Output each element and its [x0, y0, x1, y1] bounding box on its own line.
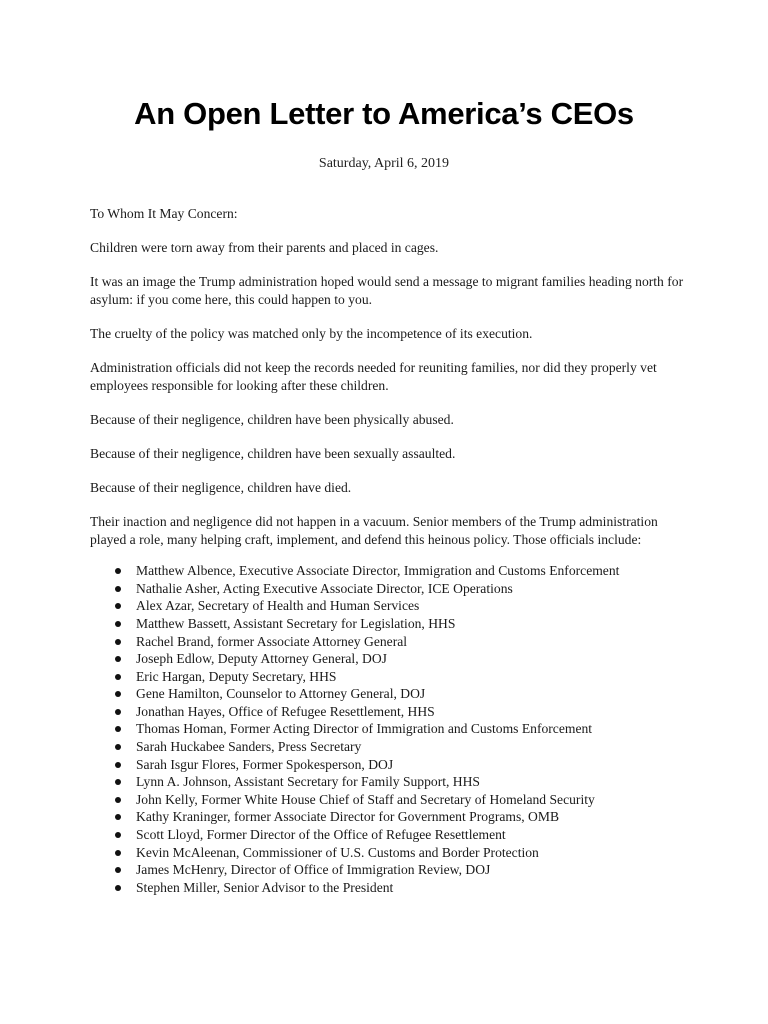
list-item: [90, 756, 690, 774]
paragraph: Their inaction and negligence did not happen in a vacuum. Senior members of the Trump administration played a role, many helping craft, implement, and defend this heinous policy. Those officials include:: [90, 513, 658, 547]
list-item: [90, 773, 690, 791]
paragraph: Children were torn away from their parents and placed in cages.: [90, 240, 439, 256]
list-item-text: Joseph Edlow, Deputy Attorney General, DOJ: [136, 651, 387, 667]
paragraph: The cruelty of the policy was matched only by the incompetence of its execution.: [90, 325, 533, 341]
list-item-text: Kathy Kraninger, former Associate Director for Government Programs, OMB: [136, 809, 560, 825]
paragraph: Because of their negligence, children have been sexually assaulted.: [90, 445, 456, 461]
list-item-text: Nathalie Asher, Acting Executive Associate Director, ICE Operations: [136, 580, 513, 596]
list-item-text: Rachel Brand, former Associate Attorney General: [136, 633, 408, 649]
list-item-text: Matthew Bassett, Assistant Secretary for Legislation, HHS: [136, 615, 456, 631]
list-item-text: Alex Azar, Secretary of Health and Human Services: [136, 598, 420, 614]
list-item: [90, 844, 690, 862]
letter-body: [90, 205, 690, 896]
bullet-icon: [115, 797, 121, 803]
list-item: [90, 668, 690, 686]
list-item-text: John Kelly, Former White House Chief of Staff and Secretary of Homeland Security: [136, 791, 595, 807]
bullet-icon: [115, 744, 121, 750]
list-item: [90, 808, 690, 826]
bullet-icon: [115, 639, 121, 645]
bullet-icon: [115, 656, 121, 662]
list-item-text: Sarah Isgur Flores, Former Spokesperson, DOJ: [136, 756, 394, 772]
list-item-text: Matthew Albence, Executive Associate Director, Immigration and Customs Enforcement: [136, 563, 620, 579]
list-item-text: Eric Hargan, Deputy Secretary, HHS: [136, 668, 337, 684]
list-item: [90, 879, 690, 897]
list-item-text: Lynn A. Johnson, Assistant Secretary for Family Support, HHS: [136, 774, 480, 790]
bullet-icon: [115, 568, 121, 574]
bullet-icon: [115, 674, 121, 680]
list-item: [90, 703, 690, 721]
bullet-icon: [115, 691, 121, 697]
bullet-icon: [115, 850, 121, 856]
paragraph: It was an image the Trump administration hoped would send a message to migrant families heading north for asylum: if you come here, this could happen to you.: [90, 274, 684, 307]
list-item: [90, 861, 690, 879]
paragraph: Administration officials did not keep the records needed for reuniting families, nor did they properly vet employees responsible for looking after these children.: [90, 359, 657, 393]
list-item: [90, 738, 690, 756]
list-item: [90, 580, 690, 598]
bullet-icon: [115, 762, 121, 768]
document-title: An Open Letter to America’s CEOs: [134, 96, 634, 131]
list-item: [90, 685, 690, 703]
list-item: [90, 597, 690, 615]
list-item: [90, 650, 690, 668]
list-item: [90, 562, 690, 580]
bullet-icon: [115, 709, 121, 715]
list-item: [90, 720, 690, 738]
bullet-icon: [115, 867, 121, 873]
bullet-icon: [115, 621, 121, 627]
list-item: [90, 826, 690, 844]
list-item-text: Scott Lloyd, Former Director of the Office of Refugee Resettlement: [136, 827, 506, 843]
list-item-text: Kevin McAleenan, Commissioner of U.S. Customs and Border Protection: [136, 844, 539, 860]
bullet-icon: [115, 832, 121, 838]
bullet-icon: [115, 586, 121, 592]
paragraph: Because of their negligence, children have been physically abused.: [90, 411, 454, 427]
list-item: [90, 791, 690, 809]
officials-list: [90, 562, 690, 896]
list-item-text: Stephen Miller, Senior Advisor to the President: [136, 879, 394, 895]
list-item-text: James McHenry, Director of Office of Immigration Review, DOJ: [136, 862, 491, 878]
bullet-icon: [115, 814, 121, 820]
list-item-text: Gene Hamilton, Counselor to Attorney General, DOJ: [136, 686, 426, 702]
bullet-icon: [115, 726, 121, 732]
bullet-icon: [115, 779, 121, 785]
paragraph: Because of their negligence, children have died.: [90, 479, 352, 495]
bullet-icon: [115, 885, 121, 891]
list-item-text: Sarah Huckabee Sanders, Press Secretary: [136, 739, 362, 755]
salutation: To Whom It May Concern:: [90, 206, 238, 221]
list-item-text: Jonathan Hayes, Office of Refugee Resettlement, HHS: [136, 703, 435, 719]
list-item: [90, 633, 690, 651]
bullet-icon: [115, 603, 121, 609]
document-date: Saturday, April 6, 2019: [318, 156, 450, 171]
list-item-text: Thomas Homan, Former Acting Director of Immigration and Customs Enforcement: [136, 721, 593, 737]
list-item: [90, 615, 690, 633]
